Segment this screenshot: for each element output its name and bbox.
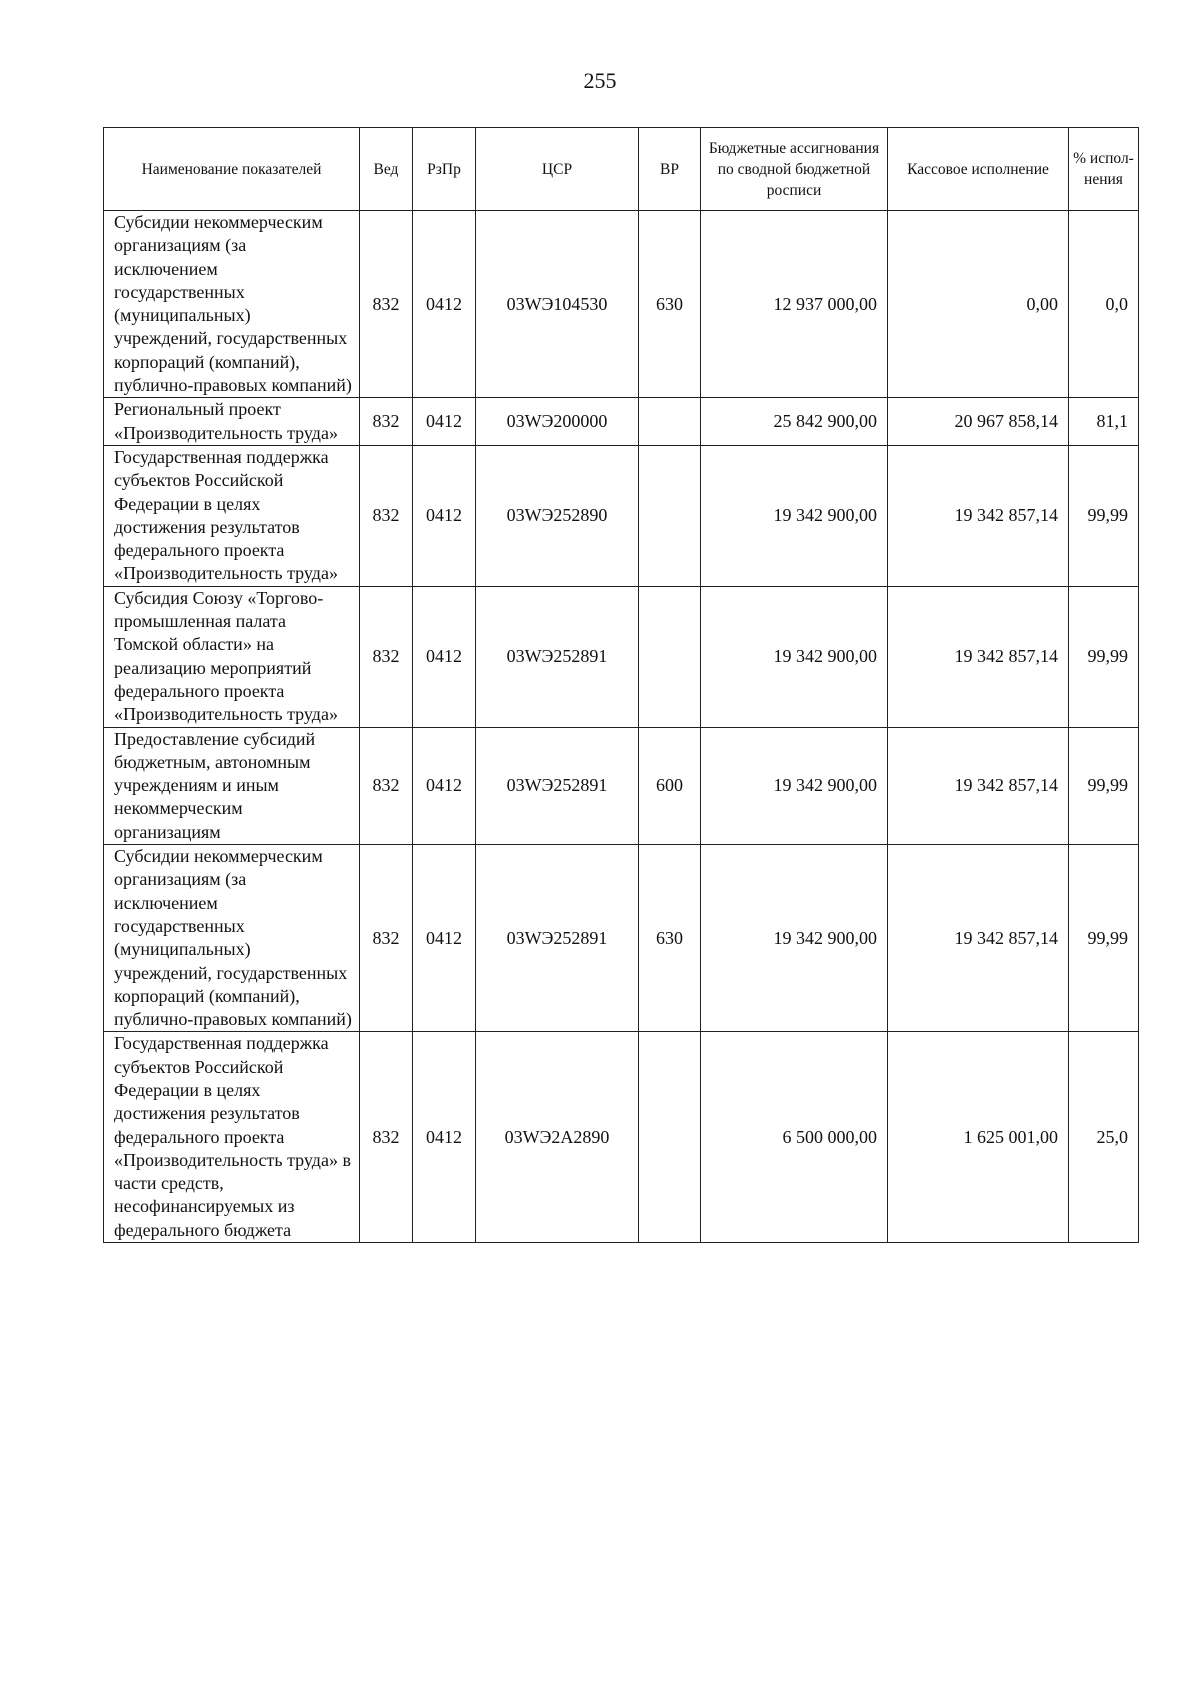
row-executed: 19 342 857,14 [888, 845, 1069, 1032]
header-csr: ЦСР [476, 128, 639, 211]
row-vr [639, 445, 701, 586]
row-ved: 832 [360, 586, 413, 727]
row-csr: 03WЭ252890 [476, 445, 639, 586]
row-allocated: 19 342 900,00 [701, 727, 888, 844]
header-cash-execution: Кассовое исполнение [888, 128, 1069, 211]
row-name: Государственная поддержка субъектов Российской Федерации в целях достижения результатов федерального проекта «Производительность труда» в части средств, несофинансируемых из федерального бюджета [104, 1032, 360, 1243]
header-vr: ВР [639, 128, 701, 211]
row-vr [639, 586, 701, 727]
row-percent: 99,99 [1069, 586, 1139, 727]
row-executed: 0,00 [888, 211, 1069, 398]
table-header-row [104, 128, 1139, 211]
row-allocated: 12 937 000,00 [701, 211, 888, 398]
row-allocated: 6 500 000,00 [701, 1032, 888, 1243]
row-executed: 19 342 857,14 [888, 445, 1069, 586]
row-csr: 03WЭ2А2890 [476, 1032, 639, 1243]
row-name: Региональный проект «Производительность труда» [104, 398, 360, 446]
header-ved: Вед [360, 128, 413, 211]
row-rzpr: 0412 [413, 398, 476, 446]
row-csr: 03WЭ252891 [476, 727, 639, 844]
row-percent: 0,0 [1069, 211, 1139, 398]
table-row [104, 586, 1139, 727]
row-vr: 630 [639, 211, 701, 398]
row-rzpr: 0412 [413, 445, 476, 586]
table-row [104, 398, 1139, 446]
row-executed: 20 967 858,14 [888, 398, 1069, 446]
row-vr [639, 1032, 701, 1243]
header-rzpr: РзПр [413, 128, 476, 211]
table-row [104, 445, 1139, 586]
row-rzpr: 0412 [413, 1032, 476, 1243]
row-csr: 03WЭ252891 [476, 586, 639, 727]
budget-execution-table [103, 127, 1139, 1243]
row-ved: 832 [360, 1032, 413, 1243]
row-rzpr: 0412 [413, 845, 476, 1032]
table-row [104, 1032, 1139, 1243]
row-ved: 832 [360, 211, 413, 398]
table-row [104, 845, 1139, 1032]
row-executed: 19 342 857,14 [888, 727, 1069, 844]
page-number: 255 [583, 68, 617, 93]
row-ved: 832 [360, 845, 413, 1032]
row-rzpr: 0412 [413, 211, 476, 398]
header-execution-percent: % испол-нения [1069, 128, 1139, 211]
row-name: Субсидии некоммерческим организациям (за исключением государственных (муниципальных) учреждений, государственных корпораций (компаний), публично-правовых компаний) [104, 845, 360, 1032]
row-rzpr: 0412 [413, 727, 476, 844]
row-executed: 19 342 857,14 [888, 586, 1069, 727]
row-percent: 99,99 [1069, 845, 1139, 1032]
header-indicator-name: Наименование показателей [104, 128, 360, 211]
row-csr: 03WЭ104530 [476, 211, 639, 398]
row-allocated: 19 342 900,00 [701, 586, 888, 727]
row-name: Субсидии некоммерческим организациям (за исключением государственных (муниципальных) учреждений, государственных корпораций (компаний), публично-правовых компаний) [104, 211, 360, 398]
row-vr [639, 398, 701, 446]
row-allocated: 19 342 900,00 [701, 445, 888, 586]
row-csr: 03WЭ200000 [476, 398, 639, 446]
row-csr: 03WЭ252891 [476, 845, 639, 1032]
row-ved: 832 [360, 727, 413, 844]
table-row [104, 211, 1139, 398]
row-percent: 99,99 [1069, 445, 1139, 586]
row-percent: 81,1 [1069, 398, 1139, 446]
row-allocated: 19 342 900,00 [701, 845, 888, 1032]
row-vr: 600 [639, 727, 701, 844]
row-ved: 832 [360, 445, 413, 586]
header-budget-allocations: Бюджетные ассигнования по сводной бюджетной росписи [701, 128, 888, 211]
row-vr: 630 [639, 845, 701, 1032]
row-allocated: 25 842 900,00 [701, 398, 888, 446]
row-percent: 25,0 [1069, 1032, 1139, 1243]
row-ved: 832 [360, 398, 413, 446]
row-name: Субсидия Союзу «Торгово-промышленная палата Томской области» на реализацию мероприятий федерального проекта «Производительность труда» [104, 586, 360, 727]
row-name: Государственная поддержка субъектов Российской Федерации в целях достижения результатов федерального проекта «Производительность труда» [104, 445, 360, 586]
row-executed: 1 625 001,00 [888, 1032, 1069, 1243]
table-row [104, 727, 1139, 844]
row-rzpr: 0412 [413, 586, 476, 727]
row-name: Предоставление субсидий бюджетным, автономным учреждениям и иным некоммерческим организациям [104, 727, 360, 844]
row-percent: 99,99 [1069, 727, 1139, 844]
